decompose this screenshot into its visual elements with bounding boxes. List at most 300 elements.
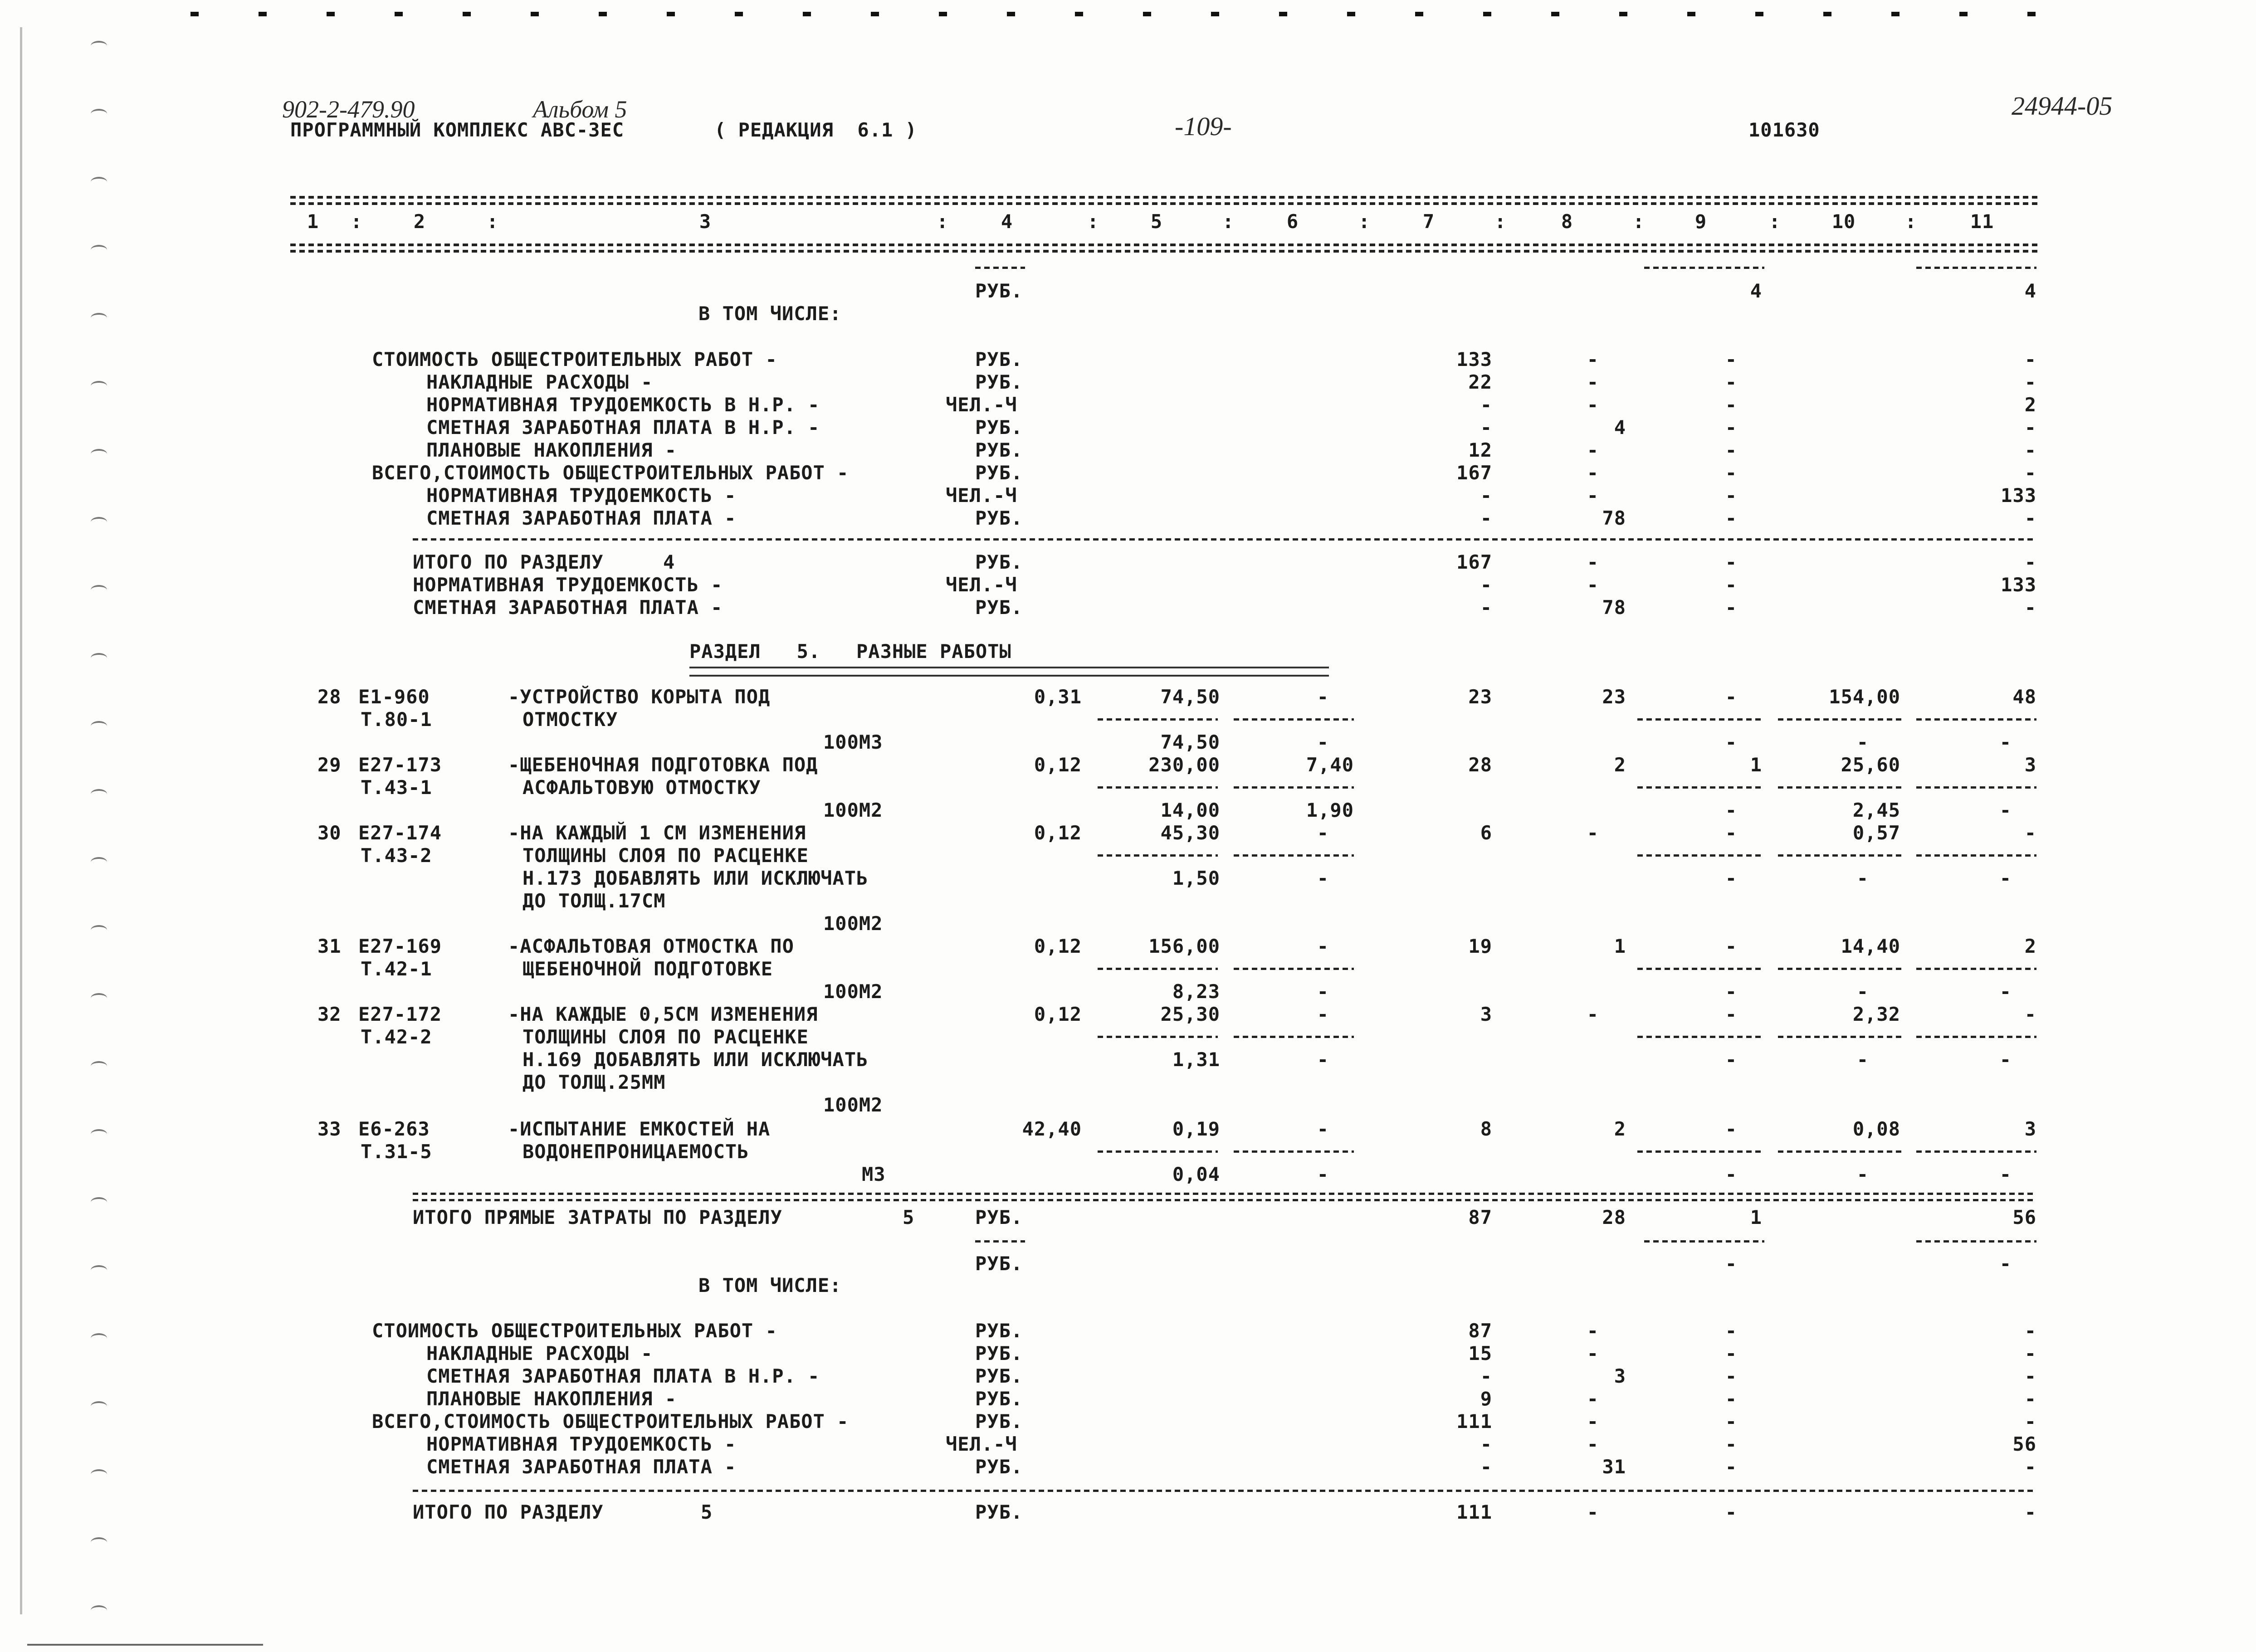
unit-label: РУБ. (975, 1320, 1023, 1342)
cell-c7: 8 (1480, 1118, 1492, 1140)
item-code: E27-172 (358, 1003, 442, 1025)
cell-c9: - (1725, 439, 1737, 461)
item-subrule (1778, 968, 1903, 970)
cell-c11-second: - (1999, 867, 2012, 889)
cell-c8: 4 (1614, 416, 1626, 439)
form-code: 101630 (1748, 119, 1820, 141)
item-description: АСФАЛЬТОВУЮ ОТМОСТКУ (522, 776, 761, 799)
item-unit: 100М2 (823, 980, 883, 1003)
table-top-rule (290, 196, 2039, 199)
margin-mark (91, 1537, 107, 1547)
item-subrule (1234, 1036, 1354, 1038)
cell-c11: 3 (2024, 754, 2036, 776)
cell-c6: - (1317, 1118, 1329, 1140)
margin-mark (91, 177, 107, 187)
cell-c9-second: - (1725, 731, 1737, 753)
section-divider (413, 1490, 2036, 1492)
unit-label: РУБ. (975, 1206, 1023, 1228)
item-number: 32 (317, 1003, 342, 1025)
cell-c9: - (1725, 416, 1737, 439)
margin-mark (91, 313, 107, 323)
margin-mark (91, 653, 107, 663)
cell-c5-second: 74,50 (1160, 731, 1220, 753)
item-subrule (1637, 786, 1762, 789)
item-subrule (1916, 718, 2036, 721)
cell-c11: 56 (2012, 1433, 2036, 1455)
cell-c7: - (1480, 1365, 1492, 1387)
cell-c8: - (1587, 439, 1599, 461)
cell-c5-second: 0,04 (1172, 1163, 1220, 1185)
final-total-label: ИТОГО ПО РАЗДЕЛУ (413, 1501, 604, 1523)
margin-mark (91, 1605, 107, 1615)
item-description: ДО ТОЛЩ.25ММ (522, 1071, 666, 1093)
cell-c11: 2 (2024, 394, 2036, 416)
cell-c9: - (1725, 551, 1737, 573)
item-unit: 100М3 (823, 731, 883, 753)
item-subrule (1916, 1036, 2036, 1038)
cell-c10: 0,08 (1852, 1118, 1900, 1140)
cell-c6: - (1317, 686, 1329, 708)
item-ref: T.80-1 (361, 708, 432, 731)
cell-c11: 133 (2001, 574, 2036, 596)
column-header: 10 (1831, 210, 1856, 233)
item-subrule (1637, 1036, 1762, 1038)
cell-c8: - (1587, 348, 1599, 370)
margin-mark (91, 925, 107, 935)
cell-c11: - (2024, 1456, 2036, 1478)
margin-mark (91, 517, 107, 527)
cell-c9: - (1725, 348, 1737, 370)
margin-mark (91, 1129, 107, 1139)
cell-c9: 1 (1750, 754, 1762, 776)
unit-label: РУБ. (975, 596, 1023, 619)
edition-label: ( РЕДАКЦИЯ 6.1 ) (714, 119, 917, 141)
column-separator: : (1494, 210, 1507, 233)
cell-c7: 87 (1468, 1320, 1492, 1342)
item-subrule (1916, 854, 2036, 857)
item-description: -НА КАЖДЫЙ 1 СМ ИЗМЕНЕНИЯ (508, 822, 806, 844)
cell-c7: 133 (1456, 348, 1492, 370)
cell-c9: - (1725, 1388, 1737, 1410)
item-subrule (1098, 1150, 1218, 1153)
column-header: 4 (1001, 210, 1013, 233)
margin-mark (91, 721, 107, 731)
cell-c10: 25,60 (1841, 754, 1900, 776)
cell-c7: 9 (1480, 1388, 1492, 1410)
cell-c10: 0,57 (1852, 822, 1900, 844)
item-code: E27-174 (358, 822, 442, 844)
column-header: 2 (413, 210, 426, 233)
item-subrule (1916, 968, 2036, 970)
unit-label: РУБ. (975, 416, 1023, 439)
header-bottom-rule (290, 244, 2039, 246)
cell-c11: - (2024, 462, 2036, 484)
cell-c11-second: - (1999, 1048, 2012, 1071)
subtotal-rule (975, 1240, 1025, 1243)
cell-c10-second: - (1856, 1048, 1869, 1071)
final-total-section: 5 (701, 1501, 713, 1523)
cell-c9: - (1725, 507, 1737, 529)
item-description: -УСТРОЙСТВО КОРЫТА ПОД (508, 686, 771, 708)
cell-c9: - (1725, 1501, 1737, 1523)
cell-c11-second: - (1999, 731, 2012, 753)
summary-label: СМЕТНАЯ ЗАРАБОТНАЯ ПЛАТА В Н.Р. - (426, 416, 820, 439)
margin-mark (91, 449, 107, 459)
unit-label: РУБ. (975, 1456, 1023, 1478)
total-label: НОРМАТИВНАЯ ТРУДОЕМКОСТЬ - (413, 574, 723, 596)
item-number: 31 (317, 935, 342, 957)
cell-c5: 0,19 (1172, 1118, 1220, 1140)
cell-qty: 0,12 (1034, 935, 1082, 957)
cell-c7: - (1480, 484, 1492, 507)
cell-c7: - (1480, 394, 1492, 416)
cell-c11-second: - (1999, 1163, 2012, 1185)
margin-mark (91, 41, 107, 51)
summary-label: СМЕТНАЯ ЗАРАБОТНАЯ ПЛАТА В Н.Р. - (426, 1365, 820, 1387)
column-header: 11 (1970, 210, 1994, 233)
cell-c11: - (2024, 822, 2036, 844)
margin-mark (91, 789, 107, 799)
doc-code: 902-2-479.90 (282, 96, 415, 123)
cell-c10-second: - (1856, 867, 1869, 889)
cell-c7: 19 (1468, 935, 1492, 957)
item-subrule (1637, 968, 1762, 970)
cell-c11: - (2024, 348, 2036, 370)
item-code: E1-960 (358, 686, 430, 708)
cell-c9: - (1725, 1433, 1737, 1455)
cell-c8: - (1587, 1388, 1599, 1410)
item-description: ДО ТОЛЩ.17СМ (522, 890, 666, 912)
item-subrule (1234, 1150, 1354, 1153)
cell-c7: 111 (1456, 1410, 1492, 1433)
item-description: ЩЕБЕНОЧНОЙ ПОДГОТОВКЕ (522, 958, 773, 980)
section-divider (413, 1193, 2036, 1195)
unit-label: ЧЕЛ.-Ч (946, 574, 1017, 596)
cell-c9: - (1725, 686, 1737, 708)
cell-c8: 3 (1614, 1365, 1626, 1387)
summary-label: СТОИМОСТЬ ОБЩЕСТРОИТЕЛЬНЫХ РАБОТ - (372, 1320, 777, 1342)
direct-total-section: 5 (903, 1206, 915, 1228)
cell-c9-second: - (1725, 1163, 1737, 1185)
unit-label: РУБ. (975, 551, 1023, 573)
item-ref: T.43-2 (361, 844, 432, 867)
unit-label: ЧЕЛ.-Ч (946, 1433, 1017, 1455)
subtotal-rule (1644, 267, 1764, 269)
cell-c9: - (1725, 1365, 1737, 1387)
cell-qty: 42,40 (1022, 1118, 1082, 1140)
column-separator: : (351, 210, 363, 233)
cell-c7: 3 (1480, 1003, 1492, 1025)
cell-c5-second: 8,23 (1172, 980, 1220, 1003)
cell-c9-second: - (1725, 1048, 1737, 1071)
item-code: E27-173 (358, 754, 442, 776)
cell-c10-second: 2,45 (1852, 799, 1900, 821)
total-label: СМЕТНАЯ ЗАРАБОТНАЯ ПЛАТА - (413, 596, 723, 619)
item-subrule (1637, 718, 1762, 721)
unit-label: ЧЕЛ.-Ч (946, 484, 1017, 507)
item-subrule (1234, 854, 1354, 857)
column-separator: : (1769, 210, 1781, 233)
cell-c7: 28 (1468, 754, 1492, 776)
cell-c11: - (2024, 1003, 2036, 1025)
subtotal-rule (1644, 1240, 1764, 1243)
album-label: Альбом 5 (533, 96, 627, 123)
cell-c6-second: - (1317, 731, 1329, 753)
summary-label: СТОИМОСТЬ ОБЩЕСТРОИТЕЛЬНЫХ РАБОТ - (372, 348, 777, 370)
tractor-feed-perforation (190, 12, 2073, 16)
cell-c5-second: 14,00 (1160, 799, 1220, 821)
item-code: E6-263 (358, 1118, 430, 1140)
unit-label: РУБ. (975, 280, 1023, 302)
column-separator: : (1358, 210, 1371, 233)
cell-c6-second: - (1317, 1048, 1329, 1071)
item-subrule (1778, 786, 1903, 789)
item-subrule (1098, 854, 1218, 857)
cell-c11: 4 (2024, 280, 2036, 302)
cell-c6: 7,40 (1306, 754, 1354, 776)
cell-c11: 133 (2001, 484, 2036, 507)
margin-mark (91, 1265, 107, 1275)
cell-c8: - (1587, 822, 1599, 844)
cell-c5: 74,50 (1160, 686, 1220, 708)
section-title-underline (689, 667, 1329, 677)
cell-c9: - (1725, 822, 1737, 844)
cell-c8: - (1587, 462, 1599, 484)
margin-mark (91, 381, 107, 391)
cell-c6-second: - (1317, 867, 1329, 889)
unit-label: РУБ. (975, 371, 1023, 393)
cell-c6: - (1317, 1003, 1329, 1025)
cell-c9-second: - (1725, 799, 1737, 821)
cell-c7: 12 (1468, 439, 1492, 461)
total-label: ИТОГО ПО РАЗДЕЛУ 4 (413, 551, 675, 573)
cell-c8: - (1587, 1342, 1599, 1364)
item-subrule (1778, 1036, 1903, 1038)
margin-mark (91, 857, 107, 867)
sheet-number: 24944-05 (2012, 91, 2113, 121)
item-subrule (1234, 786, 1354, 789)
cell-c10: 14,40 (1841, 935, 1900, 957)
column-header: 6 (1286, 210, 1299, 233)
item-unit: 100М2 (823, 799, 883, 821)
cell-c5: 230,00 (1148, 754, 1220, 776)
cell-c8: - (1587, 1501, 1599, 1523)
cell-c7: - (1480, 574, 1492, 596)
cell-c5-second: 1,31 (1172, 1048, 1220, 1071)
cell-c10: 2,32 (1852, 1003, 1900, 1025)
item-description: ОТМОСТКУ (522, 708, 618, 731)
item-number: 29 (317, 754, 342, 776)
cell-c9-second: - (1725, 980, 1737, 1003)
item-subrule (1098, 968, 1218, 970)
section-divider (413, 1199, 2036, 1201)
item-number: 28 (317, 686, 342, 708)
cell-c11-second: - (1999, 980, 2012, 1003)
cell-c11: - (2024, 1410, 2036, 1433)
item-subrule (1234, 718, 1354, 721)
cell-c11: 3 (2024, 1118, 2036, 1140)
cell-c8: 2 (1614, 1118, 1626, 1140)
item-description: Н.173 ДОБАВЛЯТЬ ИЛИ ИСКЛЮЧАТЬ (522, 867, 869, 889)
column-header: 5 (1150, 210, 1163, 233)
unit-label: РУБ. (975, 1365, 1023, 1387)
item-ref: T.42-1 (361, 958, 432, 980)
margin-mark (91, 585, 107, 595)
item-subrule (1098, 1036, 1218, 1038)
summary-label: СМЕТНАЯ ЗАРАБОТНАЯ ПЛАТА - (426, 507, 737, 529)
item-unit: 100М2 (823, 1094, 883, 1116)
item-subrule (1098, 786, 1218, 789)
cell-c11: - (2024, 1342, 2036, 1364)
cell-c7: 167 (1456, 462, 1492, 484)
item-subrule (1234, 968, 1354, 970)
cell-c8: 23 (1602, 686, 1626, 708)
item-number: 30 (317, 822, 342, 844)
cell-c11: - (2024, 551, 2036, 573)
left-margin-line (20, 27, 22, 1614)
item-description: -ИСПЫТАНИЕ ЕМКОСТЕЙ НА (508, 1118, 771, 1140)
cell-c9: - (1725, 394, 1737, 416)
cell-c9: - (1725, 596, 1737, 619)
column-header: 8 (1561, 210, 1573, 233)
unit-label: РУБ. (975, 507, 1023, 529)
cell-c9: - (1725, 935, 1737, 957)
cell-c6-second: 1,90 (1306, 799, 1354, 821)
cell-c9-second: - (1725, 867, 1737, 889)
cell-c9: - (1725, 1252, 1737, 1275)
item-subrule (1098, 718, 1218, 721)
cell-c8: 78 (1602, 596, 1626, 619)
item-description: -ЩЕБЕНОЧНАЯ ПОДГОТОВКА ПОД (508, 754, 818, 776)
cell-c11: - (2024, 416, 2036, 439)
cell-c9: - (1725, 574, 1737, 596)
cell-c7: - (1480, 416, 1492, 439)
item-subrule (1778, 854, 1903, 857)
cell-c9: 1 (1750, 1206, 1762, 1228)
cell-c7: 15 (1468, 1342, 1492, 1364)
cell-c11: 56 (2012, 1206, 2036, 1228)
in-that-number-label: В ТОМ ЧИСЛЕ: (698, 302, 842, 325)
cell-c9: 4 (1750, 280, 1762, 302)
summary-label: ПЛАНОВЫЕ НАКОПЛЕНИЯ - (426, 1388, 677, 1410)
cell-c5: 156,00 (1148, 935, 1220, 957)
cell-qty: 0,12 (1034, 822, 1082, 844)
cell-qty: 0,12 (1034, 754, 1082, 776)
unit-label: РУБ. (975, 348, 1023, 370)
cell-c11-second: - (1999, 799, 2012, 821)
cell-c7: 23 (1468, 686, 1492, 708)
subtotal-rule (1916, 267, 2036, 269)
cell-c7: - (1480, 1456, 1492, 1478)
cell-c11: - (2024, 1365, 2036, 1387)
cell-c11: - (1999, 1252, 2012, 1275)
column-separator: : (487, 210, 499, 233)
direct-total-label: ИТОГО ПРЯМЫЕ ЗАТРАТЫ ПО РАЗДЕЛУ (413, 1206, 782, 1228)
unit-label: РУБ. (975, 1410, 1023, 1433)
column-separator: : (1087, 210, 1099, 233)
item-description: Н.169 ДОБАВЛЯТЬ ИЛИ ИСКЛЮЧАТЬ (522, 1048, 869, 1071)
subtotal-rule (975, 267, 1025, 269)
cell-c10-second: - (1856, 1163, 1869, 1185)
margin-mark (91, 1197, 107, 1207)
summary-label: НОРМАТИВНАЯ ТРУДОЕМКОСТЬ - (426, 484, 737, 507)
cell-c7: 87 (1468, 1206, 1492, 1228)
cell-c11: - (2024, 1501, 2036, 1523)
cell-c9: - (1725, 1118, 1737, 1140)
column-header: 9 (1694, 210, 1707, 233)
cell-c9: - (1725, 1003, 1737, 1025)
summary-label: ВСЕГО,СТОИМОСТЬ ОБЩЕСТРОИТЕЛЬНЫХ РАБОТ - (372, 1410, 849, 1433)
cell-c9: - (1725, 484, 1737, 507)
cell-c10: 154,00 (1829, 686, 1900, 708)
margin-mark (91, 1401, 107, 1411)
cell-c6: - (1317, 822, 1329, 844)
item-ref: T.31-5 (361, 1140, 432, 1163)
cell-c10-second: - (1856, 731, 1869, 753)
cell-c11: 2 (2024, 935, 2036, 957)
item-subrule (1778, 718, 1903, 721)
margin-mark (91, 1333, 107, 1343)
column-header: 3 (699, 210, 712, 233)
program-name: ПРОГРАММНЫЙ КОМПЛЕКС АВС-3ЕС (290, 119, 625, 141)
column-header: 1 (307, 210, 319, 233)
cell-c11: - (2024, 371, 2036, 393)
margin-mark (91, 993, 107, 1003)
column-header: 7 (1422, 210, 1435, 233)
margin-mark (91, 109, 107, 119)
summary-label: НОРМАТИВНАЯ ТРУДОЕМКОСТЬ - (426, 1433, 737, 1455)
cell-c5: 45,30 (1160, 822, 1220, 844)
page-number: -109- (1175, 112, 1232, 141)
cell-c11: - (2024, 596, 2036, 619)
cell-c6-second: - (1317, 1163, 1329, 1185)
bottom-margin-line (27, 1644, 263, 1646)
cell-c9: - (1725, 1410, 1737, 1433)
summary-label: НАКЛАДНЫЕ РАСХОДЫ - (426, 371, 653, 393)
item-ref: T.42-2 (361, 1026, 432, 1048)
cell-c7: 22 (1468, 371, 1492, 393)
unit-label: ЧЕЛ.-Ч (946, 394, 1017, 416)
cell-c8: - (1587, 551, 1599, 573)
cell-c7: - (1480, 507, 1492, 529)
item-unit: 100М2 (823, 912, 883, 935)
cell-c11: - (2024, 1388, 2036, 1410)
section-divider (413, 538, 2036, 541)
cell-c8: - (1587, 1320, 1599, 1342)
cell-qty: 0,12 (1034, 1003, 1082, 1025)
unit-label: РУБ. (975, 1252, 1023, 1275)
cell-c8: - (1587, 1433, 1599, 1455)
cell-c8: 78 (1602, 507, 1626, 529)
margin-mark (91, 245, 107, 255)
cell-c11: 48 (2012, 686, 2036, 708)
item-subrule (1916, 1150, 2036, 1153)
item-subrule (1916, 786, 2036, 789)
cell-c8: - (1587, 484, 1599, 507)
summary-label: ВСЕГО,СТОИМОСТЬ ОБЩЕСТРОИТЕЛЬНЫХ РАБОТ - (372, 462, 849, 484)
cell-c8: 1 (1614, 935, 1626, 957)
cell-c10-second: - (1856, 980, 1869, 1003)
cell-c7: 167 (1456, 551, 1492, 573)
margin-mark (91, 1469, 107, 1479)
cell-c11: - (2024, 1320, 2036, 1342)
item-description: ТОЛЩИНЫ СЛОЯ ПО РАСЦЕНКЕ (522, 844, 809, 867)
column-separator: : (1905, 210, 1917, 233)
cell-c9: - (1725, 371, 1737, 393)
section-title: РАЗДЕЛ 5. РАЗНЫЕ РАБОТЫ (689, 640, 1011, 663)
cell-c8: - (1587, 394, 1599, 416)
margin-mark (91, 1061, 107, 1071)
